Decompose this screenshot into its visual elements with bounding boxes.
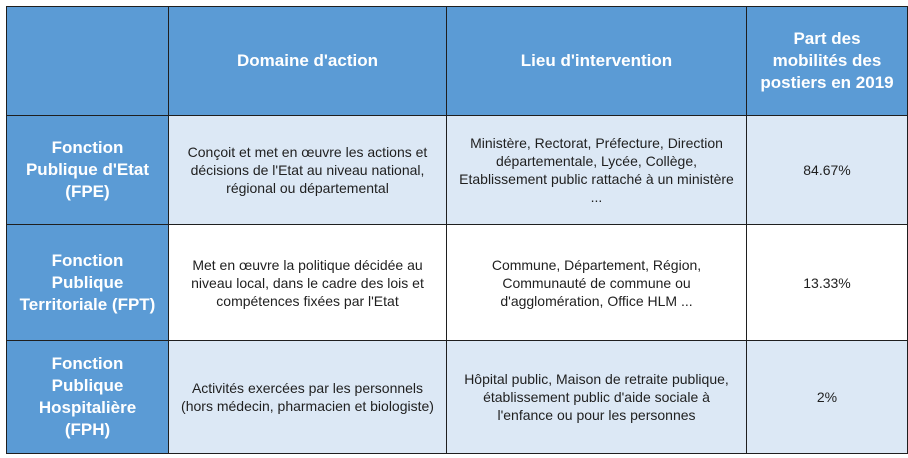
- row-label-fpt: Fonction Publique Territoriale (FPT): [7, 225, 169, 341]
- row-label-fph: Fonction Publique Hospitalière (FPH): [7, 341, 169, 454]
- lieu-cell: Ministère, Rectorat, Préfecture, Direction départementale, Lycée, Collège, Etablissement public rattaché à un ministère ...: [447, 116, 747, 225]
- part-cell: 84.67%: [747, 116, 908, 225]
- row-label-fpe: Fonction Publique d'Etat (FPE): [7, 116, 169, 225]
- domaine-cell: Met en œuvre la politique décidée au niveau local, dans le cadre des lois et compétences fixées par l'Etat: [169, 225, 447, 341]
- header-domaine: Domaine d'action: [169, 7, 447, 116]
- domaine-cell: Activités exercées par les personnels (hors médecin, pharmacien et biologiste): [169, 341, 447, 454]
- fonction-publique-table: [6, 6, 908, 454]
- header-part: Part des mobilités des postiers en 2019: [747, 7, 908, 116]
- part-cell: 13.33%: [747, 225, 908, 341]
- header-row: [7, 7, 908, 116]
- header-lieu: Lieu d'intervention: [447, 7, 747, 116]
- table-row: [7, 341, 908, 454]
- table-row: [7, 116, 908, 225]
- table-row: [7, 225, 908, 341]
- lieu-cell: Hôpital public, Maison de retraite publique, établissement public d'aide sociale à l'enfance ou pour les personnes: [447, 341, 747, 454]
- lieu-cell: Commune, Département, Région, Communauté de commune ou d'agglomération, Office HLM ...: [447, 225, 747, 341]
- header-empty-cell: [7, 7, 169, 116]
- domaine-cell: Conçoit et met en œuvre les actions et décisions de l'Etat au niveau national, régional ou départemental: [169, 116, 447, 225]
- part-cell: 2%: [747, 341, 908, 454]
